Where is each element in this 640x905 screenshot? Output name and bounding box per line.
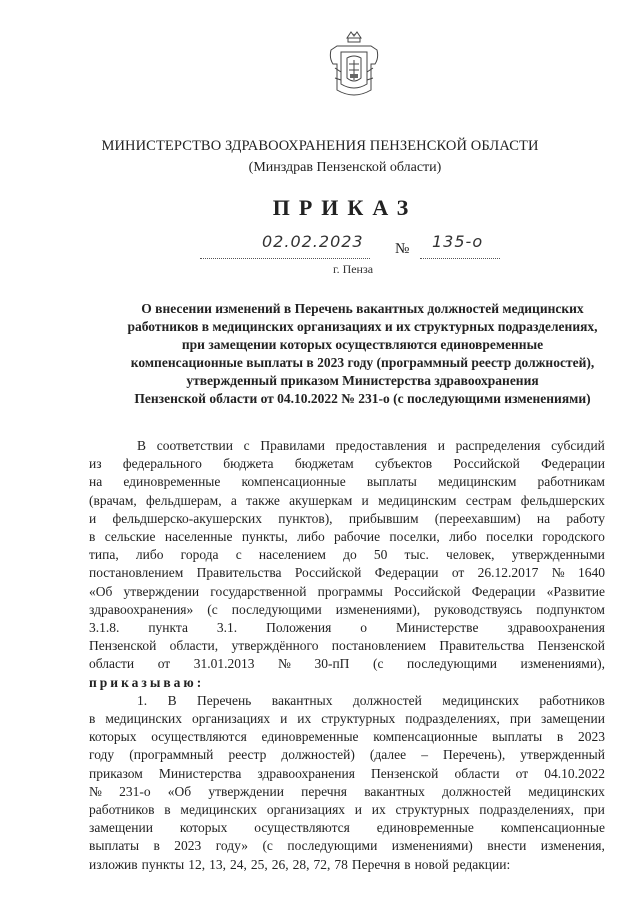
word: (врачам,: [89, 492, 137, 508]
word: выплаты: [366, 474, 417, 490]
body-line: [89, 510, 605, 528]
word: области: [89, 656, 135, 672]
word: 24,: [229, 856, 247, 872]
word: компенсационные: [373, 729, 478, 745]
word: 31.01.2013: [193, 656, 255, 672]
word: человек,: [446, 547, 495, 563]
word: области,: [169, 638, 219, 654]
body-line: [89, 528, 605, 546]
word: Пензенской: [89, 638, 157, 654]
word: при: [583, 802, 605, 818]
word: населением: [258, 547, 326, 563]
word: №: [551, 565, 565, 581]
word: последующими: [287, 838, 378, 854]
body-line: [89, 819, 605, 837]
word: (с: [262, 838, 273, 854]
word: последующими: [407, 656, 497, 672]
word: организациях: [266, 802, 346, 818]
word: работников: [539, 692, 605, 708]
word: утвержденный: [520, 747, 605, 763]
word: тыс.: [404, 547, 429, 563]
word: здравоохранения»: [89, 601, 194, 617]
word: и: [361, 492, 369, 508]
word: либо: [297, 529, 325, 545]
word: (переехавшим): [434, 510, 521, 526]
subject-line: компенсационные выплаты в 2023 году (программный реестр должностей),: [130, 355, 595, 370]
word: от: [451, 565, 465, 581]
word: Правилами: [260, 438, 325, 453]
word: в: [164, 802, 171, 818]
word: (далее: [369, 747, 407, 763]
word: либо: [449, 529, 477, 545]
word: реестр: [228, 747, 267, 763]
word: либо: [135, 547, 164, 563]
word: Министерстве: [395, 620, 479, 636]
word: акушеркам: [289, 492, 353, 508]
word: подразделениях,: [405, 711, 500, 727]
word: изменениями): [391, 838, 473, 854]
word: году: [89, 747, 115, 763]
body-line: [89, 692, 605, 710]
word: замещении: [541, 711, 605, 727]
word: типа,: [89, 547, 119, 563]
word: подпунктом: [536, 601, 605, 617]
body-line: [89, 546, 605, 564]
word: 13,: [209, 856, 226, 872]
body-line: [89, 583, 605, 601]
word: медицинским: [437, 474, 517, 490]
word: «Об: [89, 583, 113, 599]
word: работников: [89, 802, 155, 818]
word: здравоохранения: [507, 620, 605, 636]
word: работникам: [537, 474, 605, 490]
body-line: [89, 637, 605, 655]
word: (с: [372, 656, 384, 672]
order-body: [89, 437, 605, 874]
body-line: [89, 437, 605, 455]
word: и: [89, 510, 97, 526]
word: сестрам: [465, 492, 512, 508]
word: должностей: [352, 692, 422, 708]
word: о: [360, 620, 368, 636]
word: выплаты: [89, 838, 140, 854]
word: году»: [215, 838, 248, 854]
word: утвержденными: [511, 547, 605, 563]
subject-line: Пензенской области от 04.10.2022 № 231-о (с последующими изменениями): [134, 391, 591, 406]
word: в: [404, 856, 411, 872]
word: руководствуясь: [434, 601, 523, 617]
body-line: [89, 856, 605, 874]
body-line: [89, 455, 605, 473]
word: пункты,: [241, 529, 288, 545]
word: пунктов),: [278, 510, 333, 526]
word: В: [167, 692, 177, 708]
word: их: [371, 802, 386, 818]
word: Правительства: [439, 638, 525, 654]
word: 28,: [292, 856, 310, 872]
word: «Об: [167, 783, 192, 799]
body-line: [89, 564, 605, 582]
word: из: [89, 456, 102, 472]
word: новой: [414, 856, 449, 872]
word: Правительства: [196, 565, 282, 581]
word: «Развитие: [546, 583, 605, 599]
word: от: [515, 765, 529, 781]
word: 78: [334, 856, 348, 872]
word: а: [230, 492, 237, 508]
word: 30-пП: [314, 656, 350, 672]
word: осуществляются: [254, 820, 350, 836]
ministry-short-name: (Минздрав Пензенской области): [248, 160, 442, 175]
word: при: [509, 711, 532, 727]
order-date: 02.02.2023: [262, 232, 364, 251]
word: Положения: [266, 620, 332, 636]
word: выплаты: [492, 729, 543, 745]
word: Российской: [453, 456, 520, 472]
word: медицинских: [528, 783, 605, 799]
word: 26.12.2017: [477, 565, 539, 581]
word: сельские: [104, 529, 156, 545]
city-name: г. Пенза: [333, 262, 374, 276]
word: №: [89, 783, 102, 799]
word: 12,: [188, 856, 206, 872]
word: изложив: [89, 856, 138, 872]
word: работу: [566, 510, 605, 526]
word: утверждении: [208, 783, 284, 799]
word: изменениями),: [520, 656, 605, 672]
word: с: [243, 438, 250, 453]
word: поселки: [486, 529, 534, 545]
subject-line: при замещении которых осуществляются единовременные: [181, 337, 544, 352]
word: Федерации: [471, 583, 536, 599]
word: Российской: [394, 583, 461, 599]
body-line: [89, 655, 605, 673]
word: фельдшерско-акушерских: [112, 510, 263, 526]
word: медицинских: [180, 802, 258, 818]
word: 04.10.2022: [544, 765, 605, 781]
word: которых: [179, 820, 228, 836]
word: и: [354, 802, 363, 818]
word: прибывшим: [348, 510, 419, 526]
word: 1.: [137, 692, 148, 708]
word: 2023: [577, 729, 605, 745]
word: и: [437, 438, 445, 453]
word: постановлением: [89, 565, 184, 581]
word: соответствии: [156, 438, 233, 453]
word: Перечень: [197, 692, 252, 708]
word: до: [343, 547, 357, 563]
body-line: [89, 746, 605, 764]
word: №: [278, 656, 291, 672]
word: фельдшерских: [520, 492, 605, 508]
word: компенсационные: [241, 474, 346, 490]
body-line: [89, 728, 605, 746]
word: –: [421, 747, 428, 763]
word: на: [536, 510, 551, 526]
word: здравоохранения: [257, 765, 355, 781]
word: фельдшерам,: [146, 492, 222, 508]
body-line: [89, 801, 605, 819]
word: поселки,: [389, 529, 440, 545]
order-title: ПРИКАЗ: [272, 195, 418, 220]
word: их: [297, 711, 312, 727]
word: единовременные: [376, 820, 474, 836]
word: в: [556, 729, 564, 745]
word: предоставления: [335, 438, 428, 453]
word: государственной: [210, 583, 307, 599]
word: программы: [317, 583, 383, 599]
body-line: [89, 619, 605, 637]
word: Федерации: [374, 565, 439, 581]
word: постановлением: [331, 638, 427, 654]
word: 2023: [174, 838, 202, 854]
word: Федерации: [541, 456, 605, 472]
word: федерального: [122, 456, 202, 472]
word: субъектов: [374, 456, 433, 472]
word: пункта: [148, 620, 188, 636]
word: Перечень),: [443, 747, 506, 763]
body-line: [89, 473, 605, 491]
word: структурных: [321, 711, 396, 727]
word: рабочие: [334, 529, 381, 545]
word: в: [153, 838, 160, 854]
word: подразделениях,: [479, 802, 574, 818]
word: на: [89, 474, 103, 490]
word: городского: [542, 529, 605, 545]
subject-line: работников в медицинских организациях и их структурных подразделениях,: [127, 319, 598, 334]
body-line: [89, 783, 605, 801]
coat-of-arms-emblem: [327, 28, 381, 100]
word: медицинских: [105, 711, 182, 727]
word: пункты: [141, 856, 185, 872]
word: изменения,: [540, 838, 605, 854]
word: единовременные: [123, 474, 221, 490]
number-label: №: [395, 241, 410, 257]
order-subject: [100, 300, 625, 408]
word: единовременные: [261, 729, 359, 745]
word: 231-о: [119, 783, 151, 799]
word: Пензенской: [537, 638, 605, 654]
word: структурных: [395, 802, 470, 818]
word: (с: [207, 601, 218, 617]
word: Министерства: [158, 765, 242, 781]
word: Пензенской: [371, 765, 439, 781]
word: и: [280, 711, 288, 727]
body-line-decree: приказываю:: [89, 674, 205, 690]
word: 3.1.8.: [89, 620, 120, 636]
word: утверждённого: [231, 638, 319, 654]
word: 72,: [313, 856, 331, 872]
word: от: [157, 656, 171, 672]
word: медицинским: [377, 492, 457, 508]
word: утверждении: [123, 583, 200, 599]
word: бюджета: [223, 456, 274, 472]
word: распределения: [455, 438, 541, 453]
subject-line: утвержденный приказом Министерства здравоохранения: [186, 373, 539, 388]
word: Перечня: [351, 856, 401, 872]
word: должностей: [442, 783, 512, 799]
word: 3.1.: [216, 620, 238, 636]
body-line: [89, 710, 605, 728]
body-line: [89, 492, 605, 510]
word: вакантных: [364, 783, 425, 799]
word: приказом: [89, 765, 143, 781]
word: В: [137, 438, 147, 453]
word: перечня: [301, 783, 347, 799]
word: субсидий: [551, 438, 605, 453]
word: 26,: [271, 856, 289, 872]
word: бюджетам: [294, 456, 354, 472]
subject-line: О внесении изменений в Перечень вакантных должностей медицинских: [141, 301, 584, 316]
word: области: [454, 765, 500, 781]
word: 25,: [250, 856, 268, 872]
word: медицинских: [442, 692, 519, 708]
ministry-name: МИНИСТЕРСТВО ЗДРАВООХРАНЕНИЯ ПЕНЗЕНСКОЙ ОБЛАСТИ: [101, 138, 539, 154]
order-number: 135-о: [432, 232, 484, 251]
word: организациях: [191, 711, 271, 727]
word: (программный: [129, 747, 214, 763]
word: в: [89, 711, 96, 727]
body-line: [89, 765, 605, 783]
word: с: [235, 547, 242, 563]
word: последующими: [231, 601, 322, 617]
word: замещении: [89, 820, 153, 836]
word: вакантных: [271, 692, 333, 708]
body-line: [89, 837, 605, 855]
body-line: [89, 601, 605, 619]
word: города: [180, 547, 219, 563]
word: должностей): [281, 747, 355, 763]
word: 50: [373, 547, 388, 563]
word: внести: [487, 838, 527, 854]
word: также: [246, 492, 280, 508]
word: изменениями),: [335, 601, 421, 617]
word: Российской: [294, 565, 362, 581]
word: в: [89, 529, 96, 545]
word: населенные: [164, 529, 233, 545]
word: осуществляются: [151, 729, 247, 745]
word: компенсационные: [500, 820, 605, 836]
word: которых: [89, 729, 137, 745]
word: редакции:: [452, 856, 511, 872]
word: 1640: [577, 565, 605, 581]
